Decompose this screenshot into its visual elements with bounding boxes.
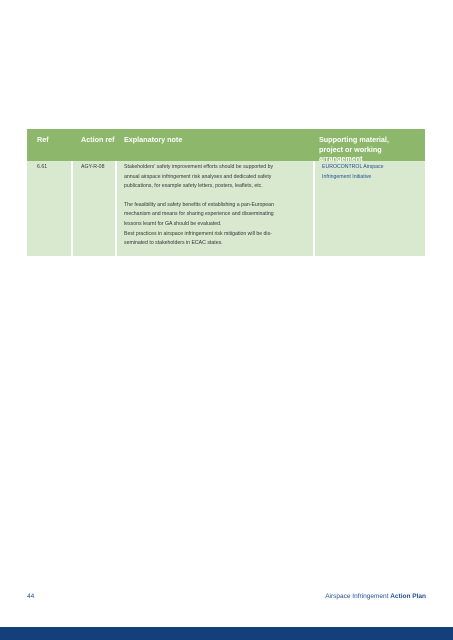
note-line: Stakeholders’ safety improvement efforts should be supported by <box>124 164 274 170</box>
column-divider <box>115 161 117 256</box>
supporting-line: EUROCONTROL Airspace <box>322 164 384 170</box>
header-supporting-line1: Supporting material, <box>319 135 389 144</box>
document-title <box>325 593 426 600</box>
note-line: lessons learnt for GA should be evaluated. <box>124 220 222 227</box>
column-divider <box>313 161 315 256</box>
note-line: Best practices in airspace infringement risk mitigation will be dis- <box>124 230 272 237</box>
bottom-bar <box>0 627 453 640</box>
cell-ref: 6.61 <box>37 164 48 170</box>
note-line: mechanism and means for sharing experience and disseminating <box>124 211 274 218</box>
document-title-regular: Airspace Infringement <box>325 593 391 600</box>
header-supporting-material <box>319 135 389 164</box>
note-paragraph-2 <box>124 201 312 249</box>
header-explanatory-note: Explanatory note <box>124 135 183 144</box>
cell-action-ref: AGY-R-08 <box>81 164 105 170</box>
paragraph-gap <box>124 192 312 201</box>
action-table <box>27 129 425 256</box>
table-header <box>27 129 425 161</box>
header-action-ref: Action ref <box>81 135 115 144</box>
note-line: The feasibility and safety benefits of establishing a pan-European <box>124 201 274 208</box>
header-supporting-line2: project or working <box>319 144 382 154</box>
document-title-bold: Action Plan <box>390 593 426 600</box>
note-line: annual airspace infringement risk analyses and dedicated safety <box>124 173 272 180</box>
note-line: publications, for example safety letters, posters, leaflets, etc. <box>124 183 263 190</box>
cell-explanatory-note <box>124 163 312 249</box>
header-supporting-line3: arrangement <box>319 154 363 163</box>
header-ref: Ref <box>37 135 49 144</box>
note-line: seminated to stakeholders in ECAC states. <box>124 240 223 247</box>
note-paragraph-1 <box>124 163 312 192</box>
supporting-line: Infringement Initiative <box>322 173 372 180</box>
page-number: 44 <box>27 593 35 600</box>
column-divider <box>71 161 73 256</box>
cell-supporting-material <box>322 163 384 182</box>
